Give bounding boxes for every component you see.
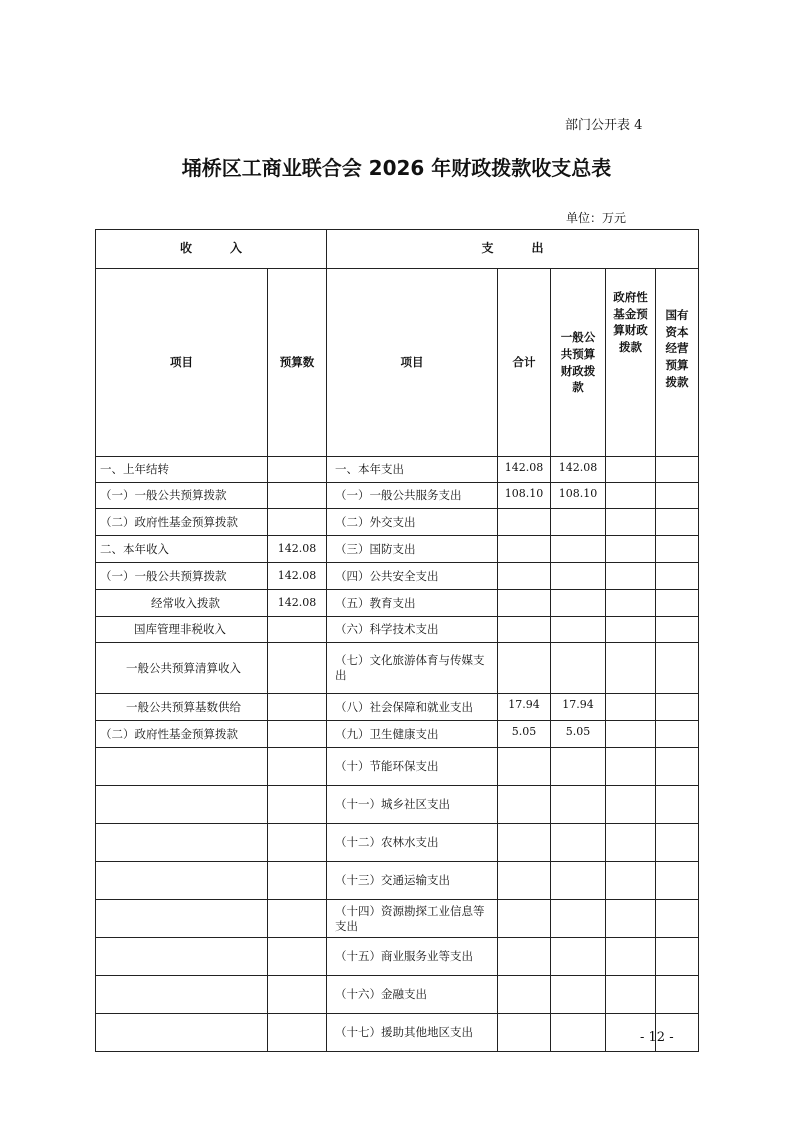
gov-fund-cell [606,862,656,900]
income-item-cell: （二）政府性基金预算拨款 [96,509,268,536]
income-amount-cell [268,748,327,786]
income-amount-cell [268,862,327,900]
general-budget-cell [551,786,606,824]
table-row [96,509,699,536]
table-row [96,590,699,617]
gov-fund-cell [606,617,656,643]
total-cell [498,617,551,643]
income-amount-cell [268,483,327,509]
state-capital-cell [656,824,699,862]
table-row [96,786,699,824]
general-budget-cell: 108.10 [551,483,606,509]
total-cell [498,643,551,694]
table-row [96,694,699,721]
income-amount-cell [268,786,327,824]
gov-fund-cell [606,536,656,563]
state-capital-cell [656,938,699,976]
expense-item-cell: （十六）金融支出 [327,976,498,1014]
expense-item-header: 项目 [327,269,498,457]
total-header: 合计 [498,269,551,457]
total-cell [498,563,551,590]
expense-item-cell: （十二）农林水支出 [327,824,498,862]
general-budget-cell [551,748,606,786]
expense-item-cell: （十一）城乡社区支出 [327,786,498,824]
state-capital-header: 国有资本经营预算拨款 [656,269,699,457]
income-item-cell [96,938,268,976]
expense-item-cell: （七）文化旅游体育与传媒支出 [327,643,498,694]
total-cell: 5.05 [498,721,551,748]
total-cell [498,976,551,1014]
gov-fund-cell [606,900,656,938]
expense-item-cell: （四）公共安全支出 [327,563,498,590]
expense-item-cell: （十七）援助其他地区支出 [327,1014,498,1052]
income-amount-cell [268,694,327,721]
general-budget-cell [551,976,606,1014]
table-row [96,748,699,786]
income-amount-cell [268,457,327,483]
table-row [96,824,699,862]
total-cell: 17.94 [498,694,551,721]
income-item-cell: 一般公共预算基数供给 [96,694,268,721]
unit-label: 单位：万元 [566,211,627,225]
general-budget-cell [551,643,606,694]
expense-item-cell: （一）一般公共服务支出 [327,483,498,509]
income-item-cell: （一）一般公共预算拨款 [96,563,268,590]
page-number: - 12 - [640,1030,674,1045]
expense-item-cell: （十三）交通运输支出 [327,862,498,900]
income-item-cell: 一般公共预算清算收入 [96,643,268,694]
total-cell: 142.08 [498,457,551,483]
income-item-cell: （二）政府性基金预算拨款 [96,721,268,748]
table-row [96,938,699,976]
expense-item-cell: 一、本年支出 [327,457,498,483]
gov-fund-cell [606,509,656,536]
gov-fund-cell [606,590,656,617]
income-item-cell: 二、本年收入 [96,536,268,563]
income-amount-cell [268,900,327,938]
expense-item-cell: （二）外交支出 [327,509,498,536]
general-budget-cell [551,862,606,900]
state-capital-cell [656,748,699,786]
gov-fund-cell [606,483,656,509]
general-budget-header: 一般公共预算财政拨款 [551,269,606,457]
income-item-cell [96,862,268,900]
income-amount-cell: 142.08 [268,590,327,617]
table-row [96,721,699,748]
general-budget-cell [551,590,606,617]
general-budget-cell: 142.08 [551,457,606,483]
gov-fund-cell [606,786,656,824]
expense-item-cell: （十四）资源勘探工业信息等支出 [327,900,498,938]
table-row [96,457,699,483]
state-capital-cell [656,509,699,536]
expense-item-cell: （五）教育支出 [327,590,498,617]
gov-fund-header: 政府性基金预算财政拨款 [606,269,656,457]
total-cell [498,590,551,617]
state-capital-cell [656,786,699,824]
expense-item-cell: （十）节能环保支出 [327,748,498,786]
total-cell [498,536,551,563]
income-amount-cell [268,643,327,694]
income-item-cell [96,1014,268,1052]
income-item-cell [96,748,268,786]
state-capital-cell [656,563,699,590]
table-row [96,976,699,1014]
income-budget-header: 预算数 [268,269,327,457]
total-cell [498,824,551,862]
general-budget-cell [551,900,606,938]
general-budget-cell [551,536,606,563]
income-item-cell [96,824,268,862]
state-capital-cell [656,536,699,563]
state-capital-cell [656,483,699,509]
general-budget-cell [551,938,606,976]
income-amount-cell [268,509,327,536]
table-row [96,536,699,563]
gov-fund-cell [606,748,656,786]
gov-fund-cell [606,938,656,976]
table-row [96,1014,699,1052]
income-item-cell: （一）一般公共预算拨款 [96,483,268,509]
expense-item-cell: （九）卫生健康支出 [327,721,498,748]
total-cell [498,938,551,976]
header-row-main [96,230,699,269]
total-cell: 108.10 [498,483,551,509]
total-cell [498,509,551,536]
state-capital-cell [656,457,699,483]
gov-fund-cell [606,457,656,483]
gov-fund-cell [606,976,656,1014]
income-header: 收入 [96,230,327,269]
income-item-cell [96,786,268,824]
income-item-cell: 经常收入拨款 [96,590,268,617]
income-item-header: 项目 [96,269,268,457]
table-row [96,563,699,590]
page-title: 埇桥区工商业联合会 2026 年财政拨款收支总表 [181,156,612,180]
state-capital-cell [656,900,699,938]
general-budget-cell [551,1014,606,1052]
state-capital-cell [656,643,699,694]
header-row-sub [96,269,699,457]
expense-item-cell: （十五）商业服务业等支出 [327,938,498,976]
table-row [96,483,699,509]
state-capital-cell [656,862,699,900]
gov-fund-cell [606,563,656,590]
income-item-cell [96,976,268,1014]
income-amount-cell: 142.08 [268,536,327,563]
total-cell [498,786,551,824]
income-amount-cell [268,824,327,862]
state-capital-cell [656,694,699,721]
income-item-cell: 国库管理非税收入 [96,617,268,643]
general-budget-cell: 17.94 [551,694,606,721]
expense-item-cell: （六）科学技术支出 [327,617,498,643]
gov-fund-cell [606,721,656,748]
gov-fund-cell [606,694,656,721]
table-row [96,900,699,938]
expense-item-cell: （三）国防支出 [327,536,498,563]
general-budget-cell: 5.05 [551,721,606,748]
budget-table [95,229,699,1052]
state-capital-cell [656,617,699,643]
total-cell [498,1014,551,1052]
total-cell [498,900,551,938]
income-amount-cell [268,617,327,643]
expense-item-cell: （八）社会保障和就业支出 [327,694,498,721]
income-amount-cell [268,721,327,748]
income-item-cell: 一、上年结转 [96,457,268,483]
income-amount-cell [268,1014,327,1052]
table-row [96,643,699,694]
income-item-cell [96,900,268,938]
general-budget-cell [551,509,606,536]
general-budget-cell [551,824,606,862]
expense-header: 支出 [327,230,699,269]
general-budget-cell [551,617,606,643]
state-capital-cell [656,976,699,1014]
income-amount-cell: 142.08 [268,563,327,590]
total-cell [498,862,551,900]
gov-fund-cell [606,824,656,862]
total-cell [498,748,551,786]
general-budget-cell [551,563,606,590]
table-label: 部门公开表 4 [565,118,643,133]
table-row [96,862,699,900]
table-row [96,617,699,643]
state-capital-cell [656,590,699,617]
income-amount-cell [268,938,327,976]
income-amount-cell [268,976,327,1014]
state-capital-cell [656,721,699,748]
gov-fund-cell [606,643,656,694]
